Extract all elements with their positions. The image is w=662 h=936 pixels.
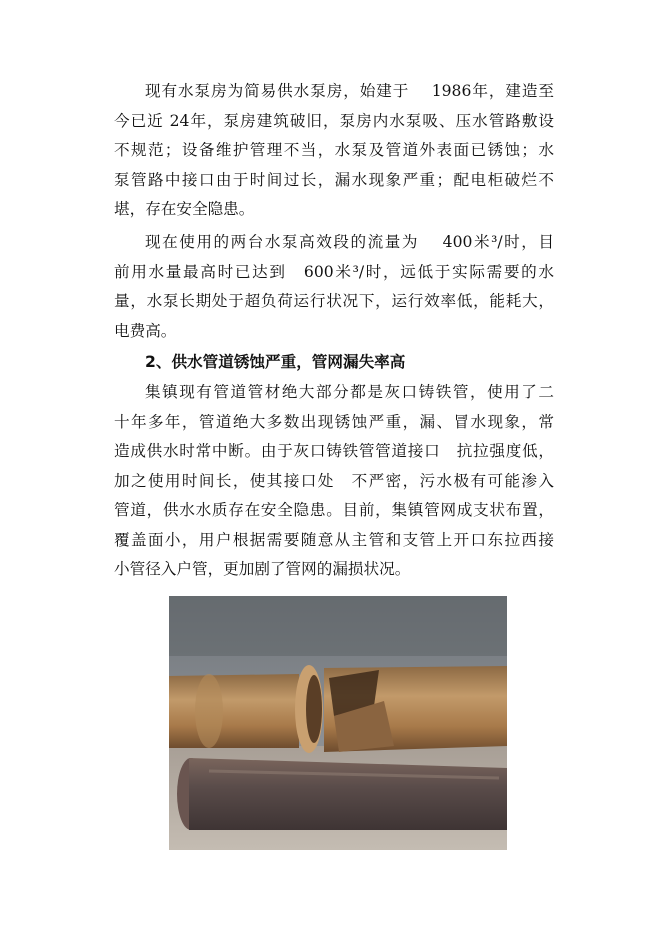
text-line: 覆盖面小，用户根据需要随意从主管和支管上开口东拉西接: [114, 530, 554, 549]
text-line: 泵管路中接口由于时间过长，漏水现象严重；配电柜破烂不: [114, 170, 554, 189]
text-line: 加之使用时间长，使其接口处 不严密，污水极有可能渗入: [114, 471, 554, 490]
section-heading: 2、供水管道锈蚀严重，管网漏失率高: [145, 353, 406, 371]
text-line: 量，水泵长期处于超负荷运行状况下，运行效率低，能耗大，: [114, 292, 554, 310]
paragraph-pipe-network: [114, 378, 554, 585]
pipes-illustration: [169, 596, 507, 850]
text-line: 管道，供水水质存在安全隐患。目前，集镇管网成支状布置，: [114, 501, 554, 519]
rusty-pipe: [169, 665, 507, 753]
cast-iron-pipe: [177, 758, 507, 830]
text-line: 电费高。: [114, 321, 177, 340]
corroded-pipes-photo: [169, 596, 507, 850]
text-line: 小管径入户管，更加剧了管网的漏损状况。: [114, 560, 411, 578]
paragraph-pump-flow: [114, 228, 554, 346]
text-line: 集镇现有管道管材绝大部分都是灰口铸铁管，使用了二: [145, 383, 554, 401]
text-line: 现在使用的两台水泵高效段的流量为 400米³/时，目: [145, 233, 554, 251]
text-line: 堪，存在安全隐患。: [114, 200, 255, 218]
text-line: 现有水泵房为简易供水泵房，始建于 1986年，建造至: [145, 82, 554, 100]
text-line: 造成供水时常中断。由于灰口铸铁管管道接口 抗拉强度低，: [114, 442, 554, 460]
text-line: 前用水量最高时已达到 600米³/时，远低于实际需要的水: [114, 262, 554, 281]
text-line: 十年多年，管道绝大多数出现锈蚀严重，漏、冒水现象，常: [114, 412, 554, 431]
paragraph-pump-house: [114, 77, 554, 225]
text-line: 今已近 24年，泵房建筑破旧，泵房内水泵吸、压水管路敷设: [114, 111, 554, 130]
text-line: 不规范；设备维护管理不当，水泵及管道外表面已锈蚀；水: [114, 141, 554, 159]
